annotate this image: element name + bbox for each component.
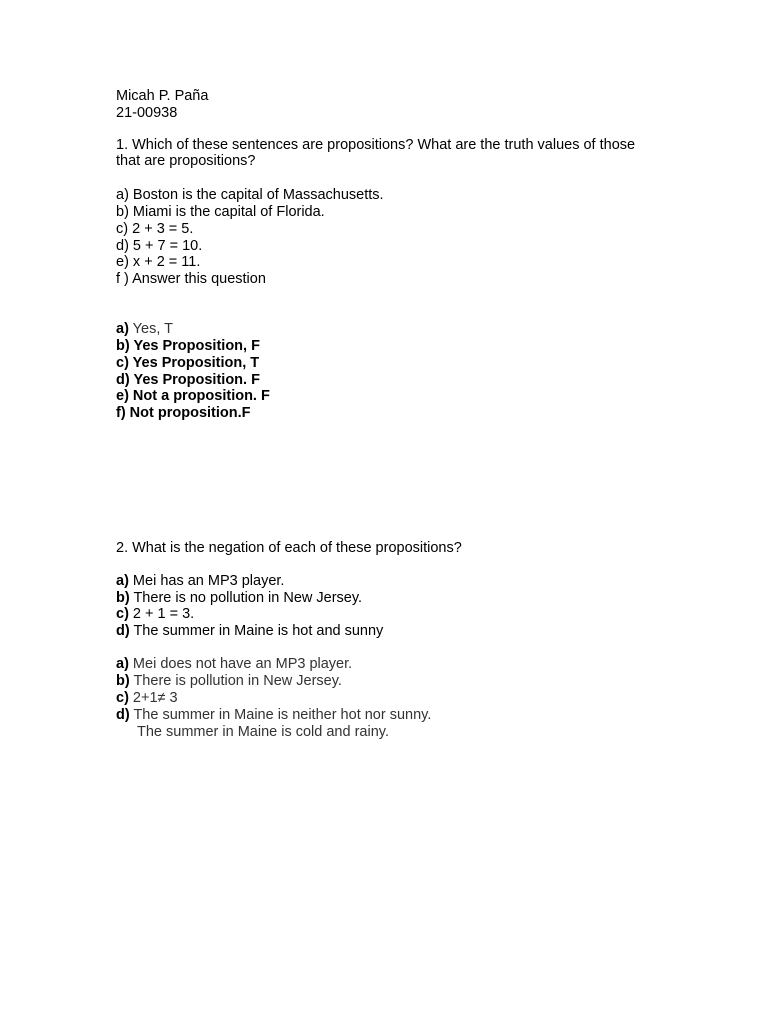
q1-answer-c: c) Yes Proposition, T — [116, 355, 260, 371]
q2-item-d-text: The summer in Maine is hot and sunny — [129, 623, 384, 639]
q2-answer-d-text: The summer in Maine is neither hot nor sunny. — [129, 707, 432, 723]
q1-answer-a-label: a) — [116, 321, 129, 337]
q2-item-a-label: a) — [116, 573, 129, 589]
q2-item-d — [116, 623, 383, 640]
q2-question: 2. What is the negation of each of these propositions? — [116, 540, 462, 556]
q2-answer-b — [116, 673, 342, 690]
q2-answer-c-text: 2+1≠ 3 — [128, 690, 178, 706]
student-name: Micah P. Paña — [116, 88, 209, 104]
q1-answer-a-text: Yes, T — [128, 321, 173, 337]
q2-answer-c — [116, 690, 178, 707]
q2-item-c — [116, 606, 194, 623]
q2-answer-d-label: d) — [116, 707, 130, 723]
q2-answer-a — [116, 656, 352, 673]
q2-answer-a-text: Mei does not have an MP3 player. — [128, 656, 353, 672]
q2-item-b-label: b) — [116, 590, 130, 606]
q1-item-d: d) 5 + 7 = 10. — [116, 238, 203, 254]
q2-item-d-label: d) — [116, 623, 130, 639]
q1-answer-a — [116, 321, 173, 338]
q2-item-a — [116, 573, 284, 590]
q2-item-c-text: 2 + 1 = 3. — [128, 606, 195, 622]
q1-question-line2: that are propositions? — [116, 153, 256, 169]
q2-answer-b-text: There is pollution in New Jersey. — [129, 673, 342, 689]
q2-item-a-text: Mei has an MP3 player. — [128, 573, 285, 589]
q1-answer-d: d) Yes Proposition. F — [116, 372, 260, 388]
student-id: 21-00938 — [116, 105, 178, 121]
q2-answer-d-alt: The summer in Maine is cold and rainy. — [137, 724, 389, 740]
q1-item-a: a) Boston is the capital of Massachusetts. — [116, 187, 384, 203]
q1-item-c: c) 2 + 3 = 5. — [116, 221, 194, 237]
q2-answer-a-label: a) — [116, 656, 129, 672]
q1-item-e: e) x + 2 = 11. — [116, 254, 201, 270]
q1-answer-b: b) Yes Proposition, F — [116, 338, 260, 354]
q2-item-b — [116, 590, 362, 607]
q2-answer-d — [116, 707, 431, 724]
q2-answer-b-label: b) — [116, 673, 130, 689]
q2-item-b-text: There is no pollution in New Jersey. — [129, 590, 363, 606]
q1-answer-f: f) Not proposition.F — [116, 405, 251, 421]
q2-answer-c-label: c) — [116, 690, 129, 706]
q1-item-b: b) Miami is the capital of Florida. — [116, 204, 325, 220]
q1-item-f: f ) Answer this question — [116, 271, 266, 287]
q2-item-c-label: c) — [116, 606, 129, 622]
q1-question-line1: 1. Which of these sentences are propositions? What are the truth values of those — [116, 137, 636, 153]
q1-answer-e: e) Not a proposition. F — [116, 388, 270, 404]
